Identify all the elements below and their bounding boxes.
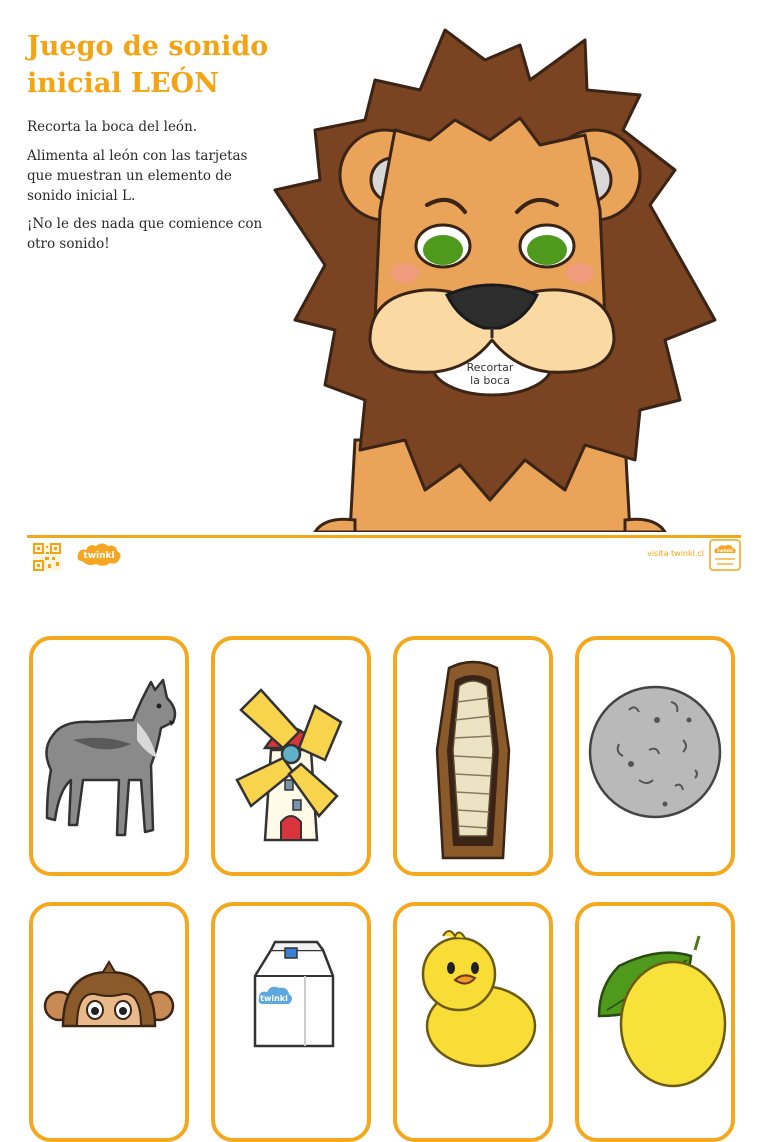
- windmill-icon: [215, 640, 367, 872]
- milk-carton-icon: [215, 906, 367, 1138]
- mummy-icon: [397, 640, 549, 872]
- title-line-2: inicial LEÓN: [27, 68, 219, 99]
- card-windmill[interactable]: [211, 636, 371, 876]
- mouth-label-line-1: Recortar: [466, 361, 514, 374]
- lemon-icon: [579, 906, 731, 1138]
- card-lemon[interactable]: [575, 902, 735, 1142]
- card-moon[interactable]: [575, 636, 735, 876]
- footer-divider: [27, 535, 741, 538]
- monkey-icon: [33, 906, 185, 1138]
- chick-icon: [397, 906, 549, 1138]
- badge-text: twinkl: [717, 549, 733, 554]
- lion-paw-left: [315, 519, 355, 532]
- qr-code-icon[interactable]: [33, 543, 61, 571]
- milk-brand-text: twinkl: [260, 994, 288, 1003]
- twinkl-cloud-icon: [76, 541, 122, 569]
- title-line-1: Juego de sonido: [27, 31, 269, 62]
- lion-paw-right: [625, 519, 665, 532]
- twinkl-badge-icon: [709, 539, 741, 571]
- lion-illustration: [255, 20, 725, 532]
- moon-icon: [579, 640, 731, 872]
- twinkl-logo[interactable]: [76, 541, 122, 573]
- twinkl-logo-text: twinkl: [83, 551, 115, 561]
- instruction-3: ¡No le des nada que comience con otro sonido!: [27, 216, 263, 252]
- visit-website-link[interactable]: visita twinkl.cl: [647, 549, 704, 558]
- card-monkey[interactable]: [29, 902, 189, 1142]
- mouth-cut-label: [452, 361, 528, 387]
- instruction-1: Recorta la boca del león.: [27, 119, 198, 135]
- card-chick[interactable]: [393, 902, 553, 1142]
- page-title: [27, 28, 287, 102]
- card-milk[interactable]: [211, 902, 371, 1142]
- instruction-2: Alimenta al león con las tarjetas que muestran un elemento de sonido inicial L.: [27, 148, 248, 204]
- wolf-icon: [33, 640, 185, 872]
- card-mummy[interactable]: [393, 636, 553, 876]
- card-wolf[interactable]: [29, 636, 189, 876]
- mouth-label-line-2: la boca: [470, 374, 510, 387]
